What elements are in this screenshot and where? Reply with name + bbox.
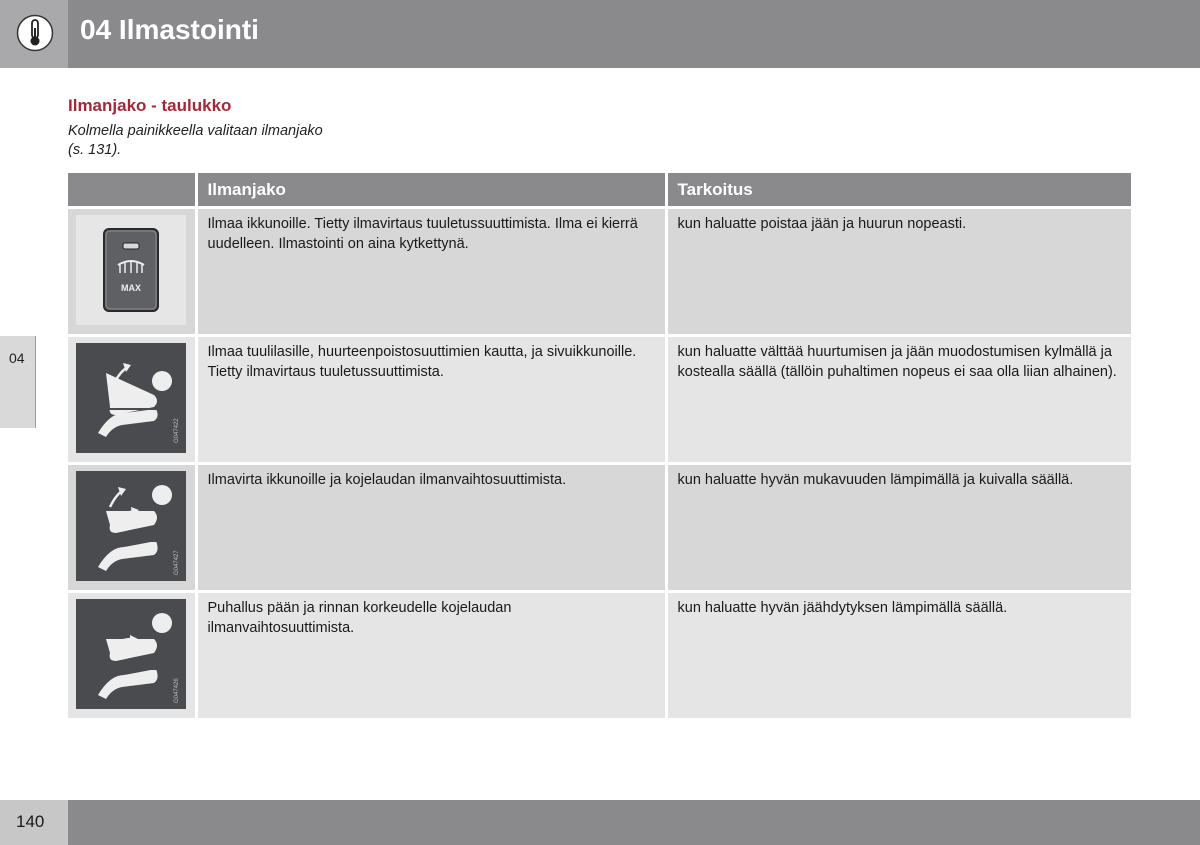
chapter-icon-area [0,0,68,68]
section-title: Ilmanjako - taulukko [68,96,232,115]
ilmanjako-cell: Ilmavirta ikkunoille ja kojelaudan ilmanvaihtosuuttimista. [196,464,666,592]
page-footer [0,800,1200,845]
icon-cell [68,464,196,592]
icon-code: G047426 [174,678,180,703]
tarkoitus-cell: kun haluatte välttää huurtumisen ja jään muodostumisen kylmällä ja kostealla säällä (tällöin puhaltimen nopeus ei saa olla liian alhainen). [666,336,1131,464]
header-tarkoitus: Tarkoitus [666,173,1131,208]
icon-cell [68,208,196,336]
chapter-title: 04 Ilmastointi [80,14,259,45]
thermometer-icon [16,14,54,52]
tarkoitus-cell: kun haluatte hyvän jäähdytyksen lämpimällä säällä. [666,592,1131,720]
header-ilmanjako: Ilmanjako [196,173,666,208]
icon-cell [68,592,196,720]
tarkoitus-cell: kun haluatte poistaa jään ja huurun nopeasti. [666,208,1131,336]
page-number: 140 [16,812,45,831]
table-row [68,336,1131,464]
air-distribution-table [68,173,1131,721]
page-number-area [0,800,68,845]
chapter-side-tab[interactable] [0,336,36,428]
ilmanjako-cell: Ilmaa ikkunoille. Tietty ilmavirtaus tuuletussuuttimista. Ilma ei kierrä uudelleen. Ilmastointi on aina kytkettynä. [196,208,666,336]
header-icon-column [68,173,196,208]
tarkoitus-cell: kun haluatte hyvän mukavuuden lämpimällä ja kuivalla säällä. [666,464,1131,592]
table-row [68,464,1131,592]
airflow-windshield-side-icon [76,343,186,453]
icon-code: G047422 [174,418,180,443]
ilmanjako-cell: Ilmaa tuulilasille, huurteenpoistosuuttimien kautta, ja sivuikkunoille. Tietty ilmavirtaus tuuletussuuttimista. [196,336,666,464]
table-row [68,592,1131,720]
airflow-windows-dashboard-icon [76,471,186,581]
intro-line-1: Kolmella painikkeella valitaan ilmanjako [68,123,323,139]
airflow-head-chest-icon [76,599,186,709]
ilmanjako-cell: Puhallus pään ja rinnan korkeudelle kojelaudan ilmanvaihtosuuttimista. [196,592,666,720]
intro-line-2: (s. 131). [68,142,122,158]
chapter-header [0,0,1200,68]
side-tab-label: 04 [9,350,25,366]
defrost-max-button-icon [76,215,186,325]
icon-cell [68,336,196,464]
table-header-row [68,173,1131,208]
section-intro [68,122,368,160]
icon-code: G047427 [174,550,180,575]
table-row [68,208,1131,336]
max-label: MAX [121,283,141,293]
